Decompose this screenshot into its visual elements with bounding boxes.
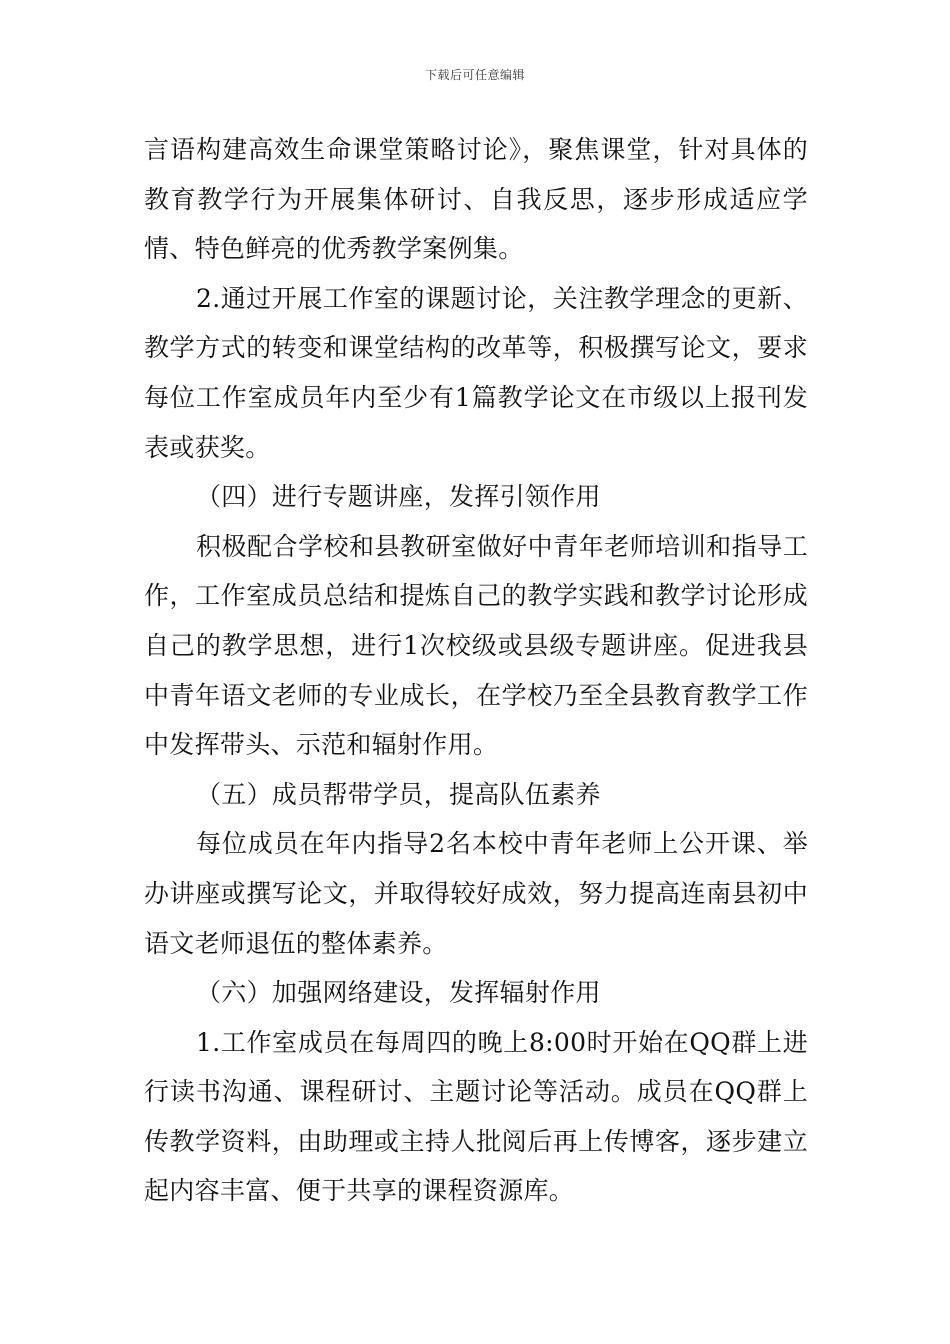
section-heading-6: （六）加强网络建设，发挥辐射作用 xyxy=(196,978,601,1008)
section-heading-4: （四）进行专题讲座，发挥引领作用 xyxy=(196,482,601,512)
paragraph-section-5: 每位成员在年内指导2名本校中青年老师上公开课、举办讲座或撰写论文，并取得较好成效，努力提高连南县初中语文老师退伍的整体素养。 xyxy=(144,829,808,958)
document-body xyxy=(144,125,808,1216)
paragraph-section-4: 积极配合学校和县教研室做好中青年老师培训和指导工作，工作室成员总结和提炼自己的教学实践和教学讨论形成自己的教学思想，进行1次校级或县级专题讲座。促进我县中青年语文老师的专业成长，在学校乃至全县教育教学工作中发挥带头、示范和辐射作用。 xyxy=(144,531,808,760)
page-header-note: 下载后可任意编辑 xyxy=(424,68,525,82)
paragraph-item-2: 2.通过开展工作室的课题讨论，关注教学理念的更新、教学方式的转变和课堂结构的改革等，积极撰写论文，要求每位工作室成员年内至少有1篇教学论文在市级以上报刊发表或获奖。 xyxy=(144,283,808,462)
paragraph-item-1: 1.工作室成员在每周四的晚上8:00时开始在QQ群上进行读书沟通、课程研讨、主题讨论等活动。成员在QQ群上传教学资料，由助理或主持人批阅后再上传博客，逐步建立起内容丰富、便于共享的课程资源库。 xyxy=(144,1027,808,1206)
section-heading-5: （五）成员帮带学员，提高队伍素养 xyxy=(196,779,601,809)
paragraph-continuation: 言语构建高效生命课堂策略讨论》，聚焦课堂，针对具体的教育教学行为开展集体研讨、自我反思，逐步形成适应学情、特色鲜亮的优秀教学案例集。 xyxy=(144,135,808,264)
